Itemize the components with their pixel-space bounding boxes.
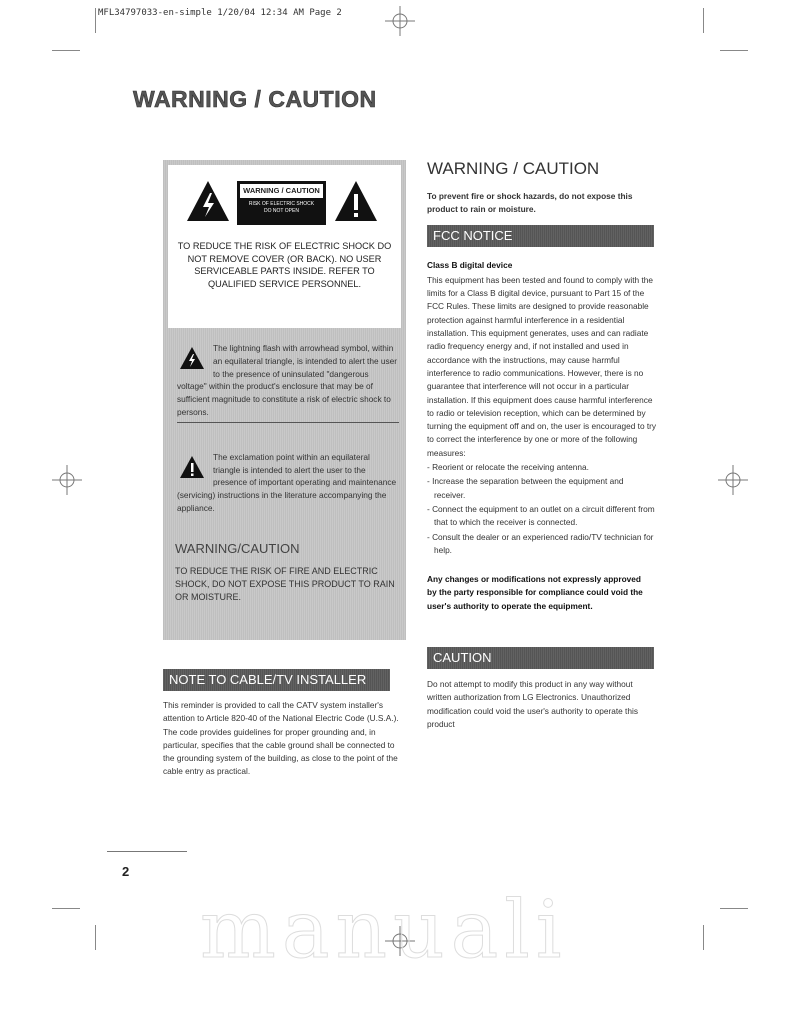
crop-mark <box>720 908 748 909</box>
caution-text: Do not attempt to modify this product in any way without written authorization from LG Electronics. Unauthorized modification could void the user's authority to operate this product <box>427 679 638 729</box>
right-column <box>427 158 657 731</box>
label-sub2: DO NOT OPEN <box>264 208 299 214</box>
warning-panel <box>163 160 406 640</box>
footer-rule <box>107 851 187 852</box>
measure-item: - Consult the dealer or an experienced radio/TV technician for help. <box>427 531 654 555</box>
lightning-section <box>177 342 399 419</box>
label-title: WARNING / CAUTION <box>240 184 323 198</box>
caution-heading: CAUTION <box>427 647 654 669</box>
crop-mark <box>703 8 704 33</box>
exclamation-triangle-icon <box>334 180 378 222</box>
exclamation-triangle-icon <box>179 455 205 479</box>
crop-mark <box>95 925 96 950</box>
page-title: WARNING / CAUTION <box>133 86 377 112</box>
page-number: 2 <box>122 864 130 879</box>
divider <box>177 422 399 423</box>
measure-item: - Increase the separation between the equipment and receiver. <box>427 476 624 500</box>
registration-mark-icon <box>385 6 415 36</box>
shock-label-box <box>168 165 401 328</box>
print-header: MFL34797033-en-simple 1/20/04 12:34 AM Page 2 <box>98 8 342 18</box>
measures-list <box>427 461 657 557</box>
warning-heading: WARNING/CAUTION <box>175 540 300 556</box>
crop-mark <box>52 908 80 909</box>
fcc-heading: FCC NOTICE <box>427 225 654 247</box>
lightning-triangle-icon <box>186 180 230 222</box>
class-b-heading: Class B digital device <box>427 259 513 270</box>
crop-mark <box>95 8 96 33</box>
registration-mark-icon <box>718 465 748 495</box>
crop-mark <box>703 925 704 950</box>
exclamation-explanation: The exclamation point within an equilateral triangle is intended to alert the user to the presence of important operating and maintenance (servicing) instructions in the literature accompanying the appliance. <box>177 451 397 513</box>
measure-item: - Reorient or relocate the receiving antenna. <box>427 462 589 473</box>
installer-heading: NOTE TO CABLE/TV INSTALLER <box>163 669 390 691</box>
registration-mark-icon <box>52 465 82 495</box>
shock-warning-text: TO REDUCE THE RISK OF ELECTRIC SHOCK DO NOT REMOVE COVER (OR BACK). NO USER SERVICEABLE PARTS INSIDE. REFER TO QUALIFIED SERVICE PERSONNEL. <box>177 241 392 289</box>
fire-warning-text: TO REDUCE THE RISK OF FIRE AND ELECTRIC SHOCK, DO NOT EXPOSE THIS PRODUCT TO RAIN OR MOISTURE. <box>175 565 395 602</box>
warning-label <box>237 181 326 225</box>
lightning-triangle-icon <box>179 346 205 370</box>
watermark: manuali <box>200 883 568 976</box>
measure-item: - Connect the equipment to an outlet on a circuit different from that to which the receiver is connected. <box>427 503 655 528</box>
crop-mark <box>52 50 80 51</box>
exclamation-section <box>177 451 399 515</box>
crop-mark <box>720 50 748 51</box>
fcc-text: This equipment has been tested and found to comply with the limits for a Class B digital device, pursuant to Part 15 of the FCC Rules. These limits are designed to provide reasonable protection against harmful interference in a residential installation. This equipment generates, uses and can radiate radio frequency energy and, if not installed and used in accordance with the instructions, may cause harmful interference to radio communications. However, there is no guarantee that interference will not occur in a particular installation. If this equipment does cause harmful interference to radio or television reception, which can be determined by turning the equipment off and on, the user is encouraged to try to correct the interference by one or more of the following measures: <box>427 274 657 458</box>
lightning-explanation: The lightning flash with arrowhead symbol, within an equilateral triangle, is intended to alert the user to the presence of uninsulated "dangerous voltage" within the product's enclosure that may be of sufficient magnitude to constitute a risk of electric shock to persons. <box>177 343 398 417</box>
section-heading: WARNING / CAUTION <box>427 159 600 178</box>
installer-text: This reminder is provided to call the CATV system installer's attention to Article 820-40 of the National Electric Code (U.S.A.). The code provides guidelines for proper grounding and, in particular, specifies that the cable ground shall be connected to the grounding system of the building, as close to the point of the cable entry as practical. <box>163 700 399 777</box>
label-sub1: RISK OF ELECTRIC SHOCK <box>248 201 315 207</box>
changes-notice: Any changes or modifications not expressly approved by the party responsible for compliance could void the user's authority to operate the equipment. <box>427 574 643 611</box>
intro-text: To prevent fire or shock hazards, do not expose this product to rain or moisture. <box>427 191 633 215</box>
